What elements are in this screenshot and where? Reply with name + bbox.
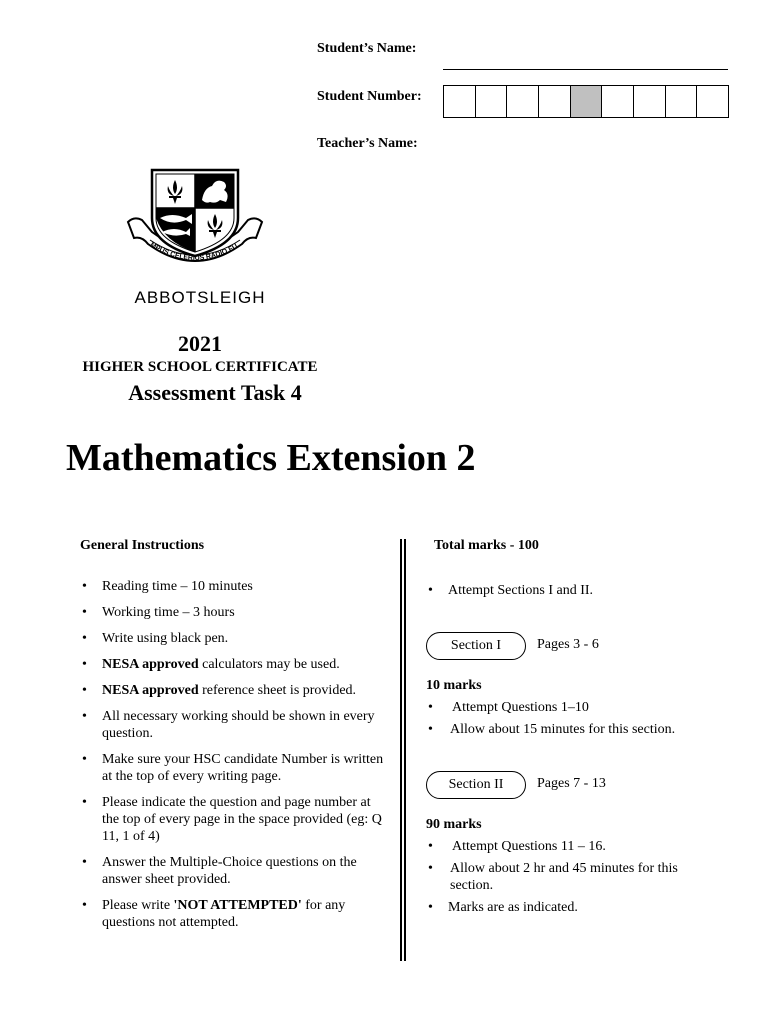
list-item: • Please write 'NOT ATTEMPTED' for any questions not attempted. bbox=[80, 897, 390, 931]
list-item: • Attempt Questions 11 – 16. bbox=[426, 838, 686, 855]
svg-text:TEMPUS CELERIUS RADIO FUGIT: MPUS CELERIUS RADIO FU bbox=[148, 241, 239, 263]
list-item: • Marks are as indicated. bbox=[426, 899, 686, 916]
number-box[interactable] bbox=[634, 86, 666, 117]
number-box[interactable] bbox=[539, 86, 571, 117]
section-2-list bbox=[426, 838, 686, 921]
number-box[interactable] bbox=[476, 86, 508, 117]
list-item: • Write using black pen. bbox=[80, 630, 390, 647]
list-item: • All necessary working should be shown in every question. bbox=[80, 708, 390, 742]
attempt-list bbox=[426, 582, 726, 604]
list-item: • Make sure your HSC candidate Number is written at the top of every writing page. bbox=[80, 751, 390, 785]
section-1-marks: 10 marks bbox=[426, 678, 482, 693]
student-number-boxes[interactable] bbox=[443, 85, 729, 118]
certificate-title: HIGHER SCHOOL CERTIFICATE bbox=[82, 359, 318, 375]
list-item: • NESA approved reference sheet is provided. bbox=[80, 682, 390, 699]
section-1-badge: Section I bbox=[426, 632, 526, 660]
list-item: • NESA approved calculators may be used. bbox=[80, 656, 390, 673]
general-instructions-list bbox=[80, 578, 390, 940]
number-box[interactable] bbox=[666, 86, 698, 117]
column-divider bbox=[400, 539, 406, 961]
list-item: • Allow about 2 hr and 45 minutes for this section. bbox=[426, 860, 686, 894]
total-marks: Total marks - 100 bbox=[434, 538, 539, 553]
school-name: ABBOTSLEIGH bbox=[134, 288, 266, 307]
section-1-pages: Pages 3 - 6 bbox=[537, 637, 599, 652]
teacher-name-label: Teacher’s Name: bbox=[317, 136, 418, 151]
general-instructions-title: General Instructions bbox=[80, 538, 205, 553]
student-number-label: Student Number: bbox=[317, 89, 422, 104]
list-item: • Please indicate the question and page number at the top of every page in the space provided (eg: Q 11, 1 of 4) bbox=[80, 794, 390, 845]
number-box[interactable] bbox=[507, 86, 539, 117]
list-item: • Answer the Multiple-Choice questions on the answer sheet provided. bbox=[80, 854, 390, 888]
school-crest-icon bbox=[120, 160, 270, 270]
student-name-label: Student’s Name: bbox=[317, 41, 417, 56]
list-item: • Working time – 3 hours bbox=[80, 604, 390, 621]
section-1-list bbox=[426, 699, 726, 743]
section-2-marks: 90 marks bbox=[426, 817, 482, 832]
number-box[interactable] bbox=[444, 86, 476, 117]
list-item: • Allow about 15 minutes for this section. bbox=[426, 721, 726, 738]
number-box-shaded bbox=[571, 86, 603, 117]
list-item: • Attempt Sections I and II. bbox=[426, 582, 726, 599]
section-2-pages: Pages 7 - 13 bbox=[537, 776, 606, 791]
section-2-badge: Section II bbox=[426, 771, 526, 799]
list-item: • Reading time – 10 minutes bbox=[80, 578, 390, 595]
subject-title: Mathematics Extension 2 bbox=[66, 437, 476, 479]
number-box[interactable] bbox=[697, 86, 728, 117]
assessment-task: Assessment Task 4 bbox=[128, 380, 302, 405]
student-name-line[interactable] bbox=[443, 69, 728, 70]
number-box[interactable] bbox=[602, 86, 634, 117]
exam-year: 2021 bbox=[178, 331, 222, 356]
list-item: • Attempt Questions 1–10 bbox=[426, 699, 726, 716]
